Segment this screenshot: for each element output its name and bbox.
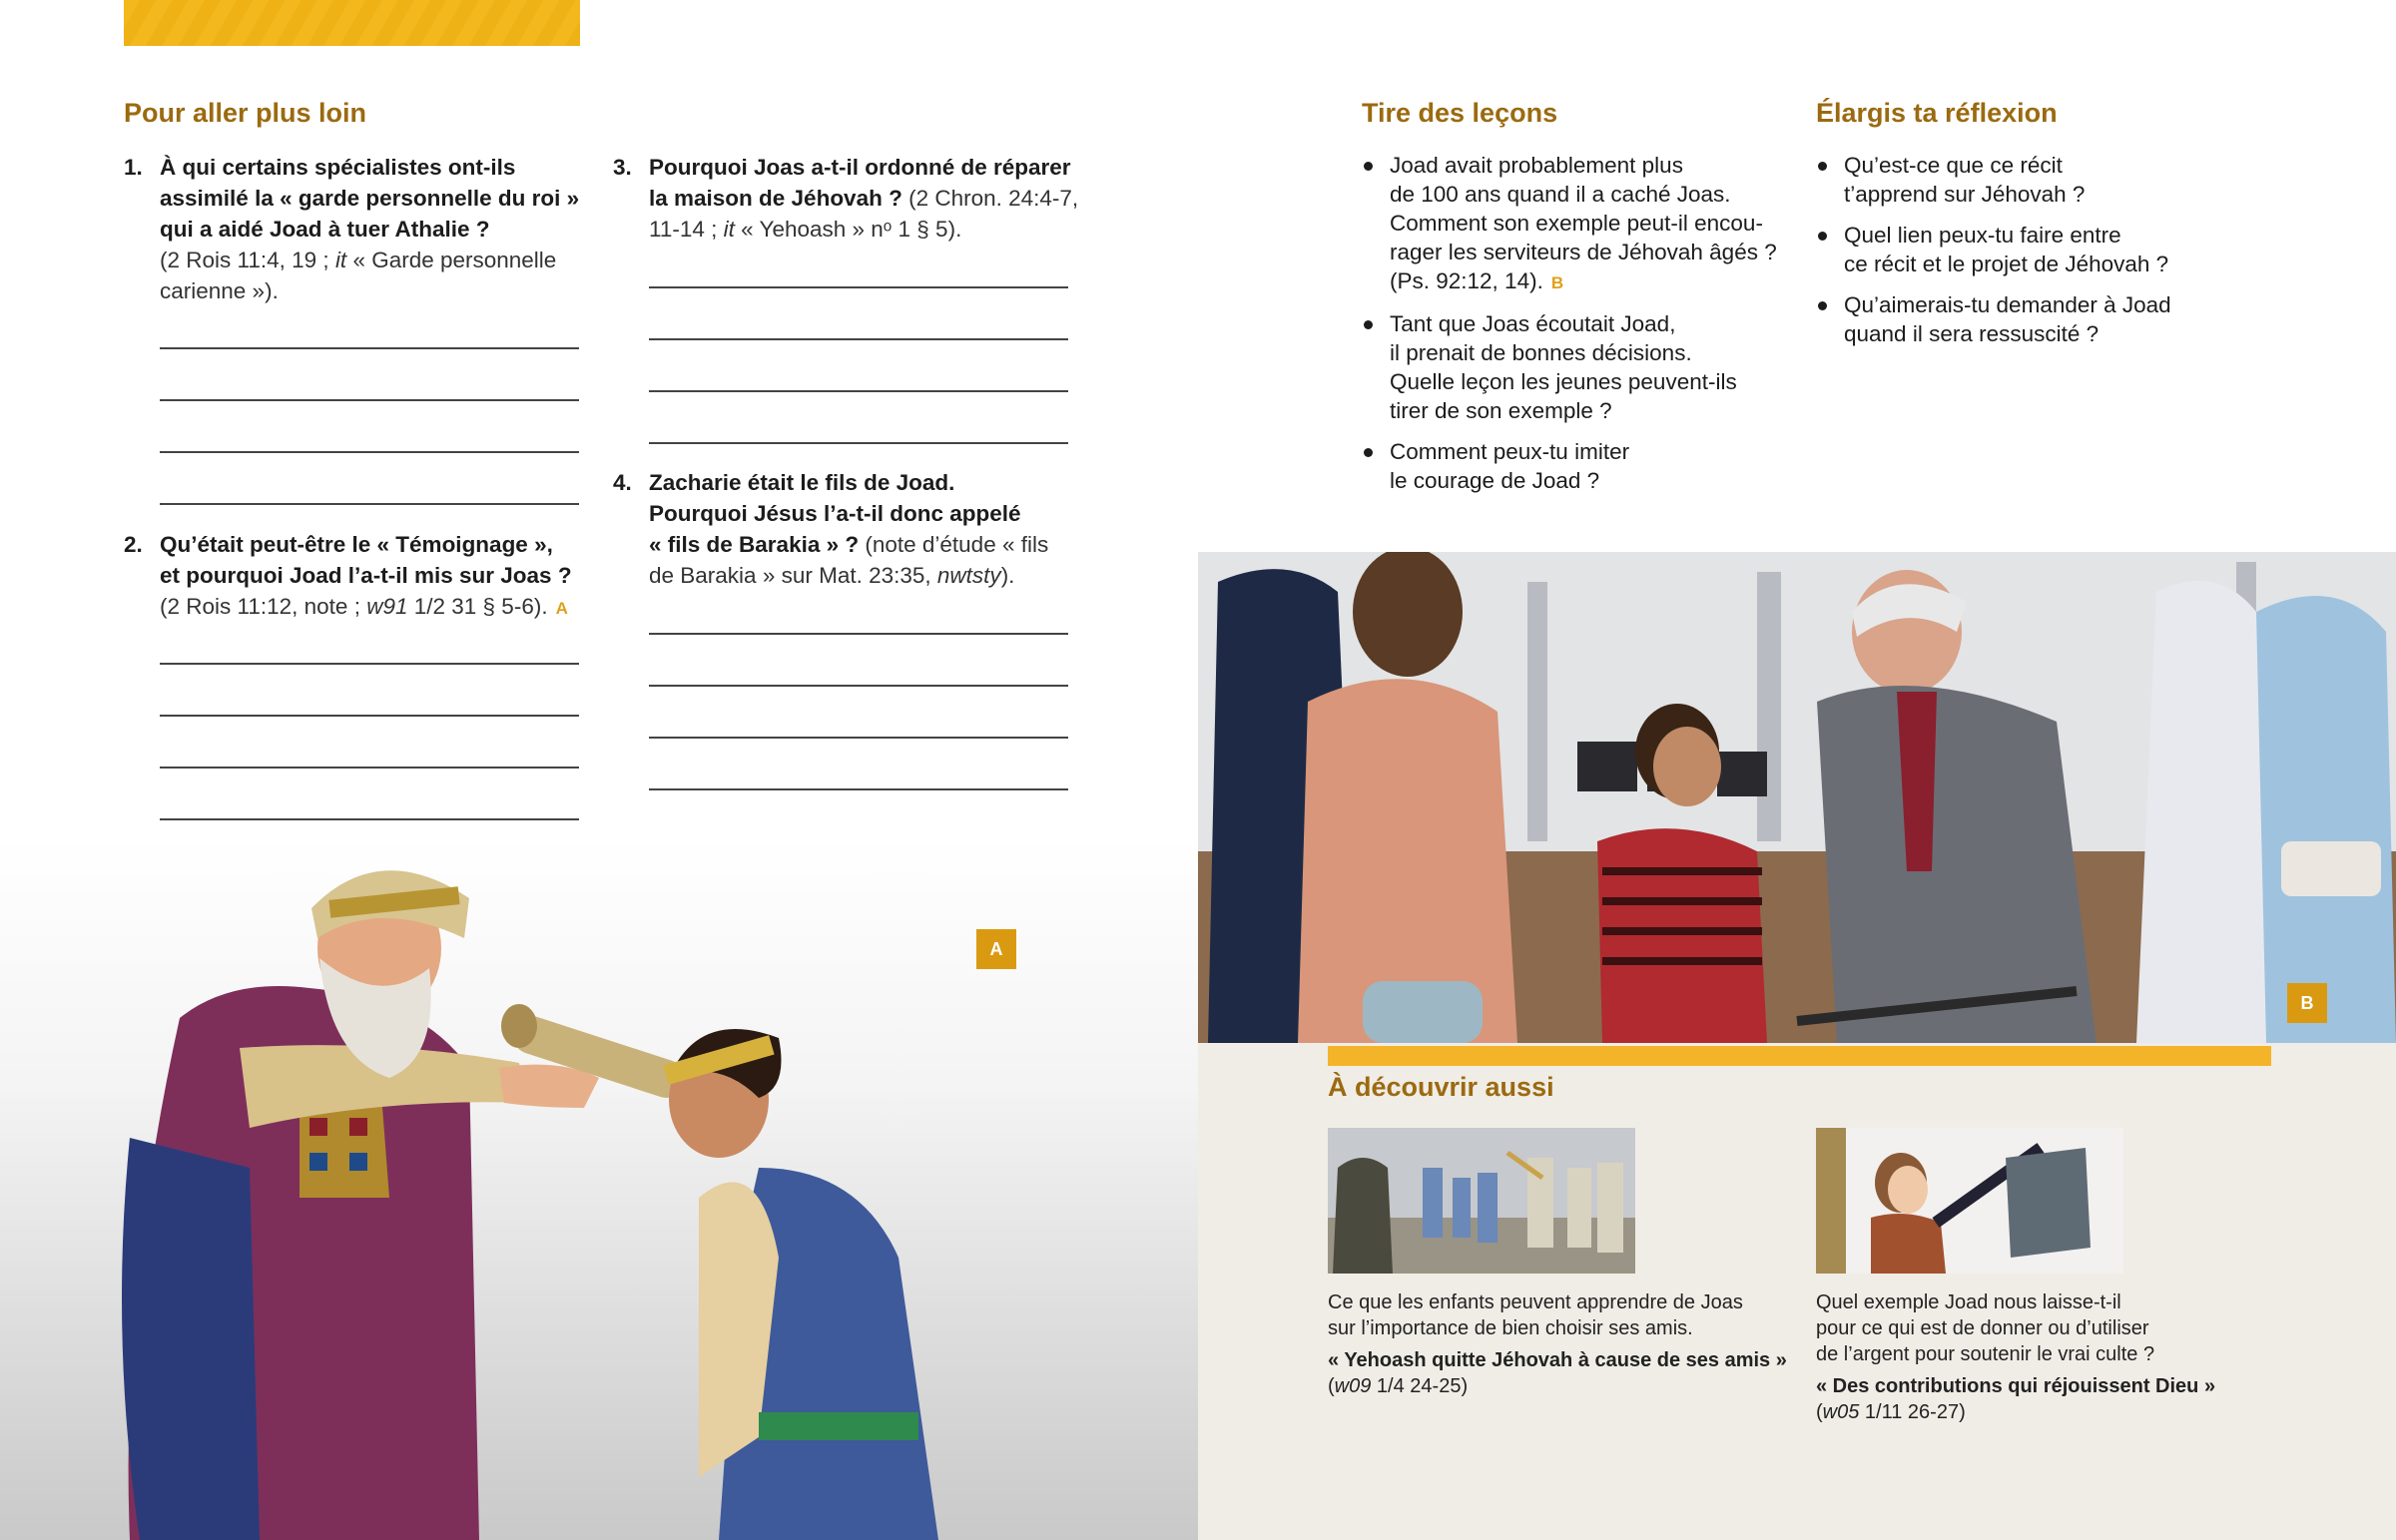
reflect-list (1816, 151, 2255, 360)
image-badge-a: A (976, 929, 1016, 969)
lesson-item: Joad avait probablement plus de 100 ans quand il a caché Joas. Comment son exemple peut-il encou- rager les serviteurs de Jéhovah âgés ? (Ps. 92:12, 14). B (1362, 151, 1801, 297)
congregation-scene-drawing (1198, 552, 2396, 1043)
discover-item-2: Quel exemple Joad nous laisse-t-il pour ce qui est de donner ou d’utiliser de l’argent pour soutenir le vrai culte ? « Des contributions qui réjouissent Dieu » (w05 1/11 26-27) (1816, 1291, 2216, 1423)
discover-item-1: Ce que les enfants peuvent apprendre de Joas sur l’importance de bien choisir ses amis. « Yehoash quitte Jéhovah à cause de ses amis » (w09 1/4 24-25) (1328, 1291, 1787, 1397)
answer-line[interactable] (160, 451, 579, 453)
section-heading-further: Pour aller plus loin (124, 98, 367, 128)
answer-line[interactable] (160, 818, 579, 820)
reflect-item: Qu’est-ce que ce récit t’apprend sur Jéhovah ? (1816, 151, 2255, 209)
answer-line[interactable] (160, 347, 579, 349)
answer-line[interactable] (649, 390, 1068, 392)
answer-line[interactable] (649, 737, 1068, 739)
answer-line[interactable] (160, 503, 579, 505)
section-heading-reflect: Élargis ta réflexion (1816, 98, 2058, 128)
illustration-priest-and-boy (0, 838, 1198, 1540)
thumb-crowd-image (1328, 1128, 1635, 1274)
discover-link-2[interactable]: « Des contributions qui réjouissent Dieu » (1816, 1375, 2216, 1397)
discover-thumb-2[interactable] (1816, 1128, 2123, 1274)
question-3: 3. Pourquoi Joas a-t-il ordonné de réparer la maison de Jéhovah ? (2 Chron. 24:4-7, 11-14 ; it « Yehoash » nᵒ 1 § 5). (613, 155, 1079, 242)
photo-congregation-greeting (1198, 552, 2396, 1043)
question-2: 2. Qu’était peut-être le « Témoignage », et pourquoi Joad l’a-t-il mis sur Joas ? (2 Rois 11:12, note ; w91 1/2 31 § 5-6). A (124, 532, 572, 619)
answer-line[interactable] (649, 286, 1068, 288)
answer-line[interactable] (160, 399, 579, 401)
answer-line[interactable] (649, 685, 1068, 687)
answer-line[interactable] (649, 338, 1068, 340)
section-heading-discover: À découvrir aussi (1328, 1072, 1554, 1102)
reflect-item: Quel lien peux-tu faire entre ce récit et le projet de Jéhovah ? (1816, 221, 2255, 278)
answer-line[interactable] (649, 442, 1068, 444)
image-badge-b: B (2287, 983, 2327, 1023)
question-1: 1. À qui certains spécialistes ont-ils assimilé la « garde personnelle du roi » qui a aidé Joad à tuer Athalie ? (2 Rois 11:4, 19 ; it « Garde personnelle carienne »). (124, 155, 580, 303)
lesson-item: Tant que Joas écoutait Joad, il prenait de bonnes décisions. Quelle leçon les jeunes peuvent-ils tirer de son exemple ? (1362, 309, 1801, 425)
priest-crowning-boy-drawing (0, 838, 1198, 1540)
answer-line[interactable] (160, 767, 579, 769)
answer-line[interactable] (649, 633, 1068, 635)
discover-thumb-1[interactable] (1328, 1128, 1635, 1274)
answer-line[interactable] (160, 715, 579, 717)
discover-accent-bar (1328, 1046, 2271, 1066)
top-decorative-tab (124, 0, 580, 46)
lessons-list (1362, 151, 1801, 507)
answer-line[interactable] (160, 663, 579, 665)
image-marker-b: B (1550, 273, 1564, 292)
reflect-item: Qu’aimerais-tu demander à Joad quand il sera ressuscité ? (1816, 290, 2255, 348)
question-4: 4. Zacharie était le fils de Joad. Pourquoi Jésus l’a-t-il donc appelé « fils de Barakia » ? (note d’étude « fils de Barakia » sur Mat. 23:35, nwtsty). (613, 470, 1049, 588)
lesson-item: Comment peux-tu imiter le courage de Joad ? (1362, 437, 1801, 495)
section-heading-lessons: Tire des leçons (1362, 98, 1558, 128)
image-marker-a: A (555, 599, 568, 618)
answer-line[interactable] (649, 788, 1068, 790)
thumb-girl-donation-image (1816, 1128, 2123, 1274)
discover-link-1[interactable]: « Yehoash quitte Jéhovah à cause de ses amis » (1328, 1349, 1787, 1371)
